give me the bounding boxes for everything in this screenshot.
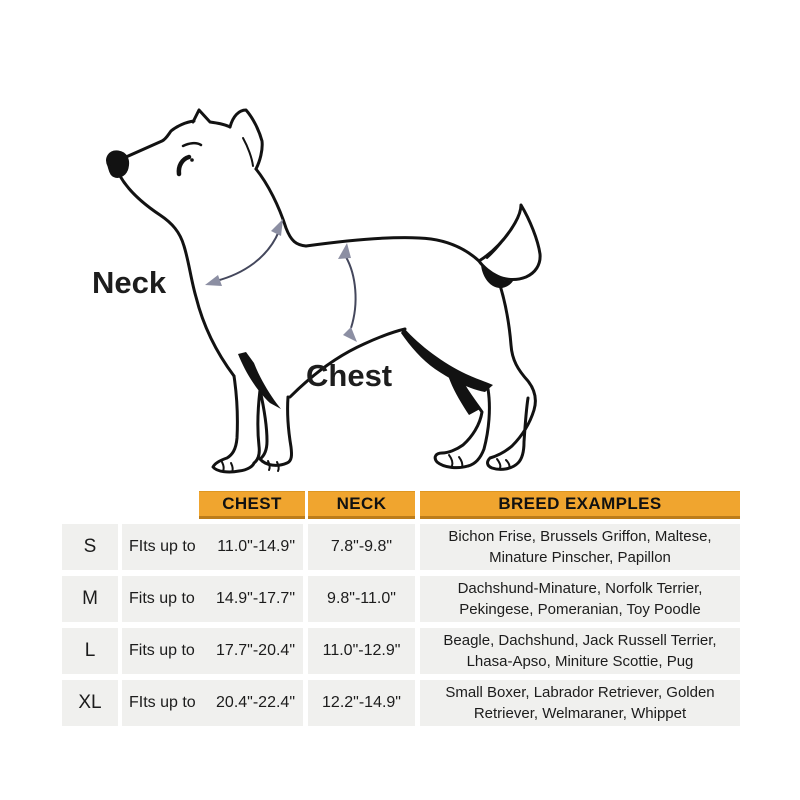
- chest-measure-arrow: [338, 243, 357, 342]
- arrowhead-icon: [271, 219, 283, 236]
- fits-label: FIts up to: [129, 538, 196, 555]
- neck-range: 9.8"-11.0": [308, 576, 415, 622]
- dog-ear-far: [193, 110, 230, 127]
- neck-range: 12.2"-14.9": [308, 680, 415, 726]
- dog-tail: [479, 205, 540, 280]
- fits-label: Fits up to: [129, 590, 195, 607]
- table-row: [62, 680, 740, 726]
- breed-examples: Beagle, Dachshund, Jack Russell Terrier, Lhasa-Apso, Miniture Scottie, Pug: [420, 628, 740, 674]
- chest-fit-cell: [122, 524, 303, 570]
- chest-fit-cell: [122, 628, 303, 674]
- neck-range: 11.0"-12.9": [308, 628, 415, 674]
- neck-measure-arrow: [205, 219, 283, 286]
- dog-ear-near: [230, 110, 262, 169]
- column-header-neck: NECK: [308, 491, 415, 519]
- neck-range: 7.8"-9.8": [308, 524, 415, 570]
- chest-range: 14.9"-17.7": [216, 590, 295, 607]
- chest-range: 17.7"-20.4": [216, 642, 295, 659]
- chest-range: 20.4"-22.4": [216, 694, 295, 711]
- size-cell: L: [62, 628, 118, 674]
- size-cell: XL: [62, 680, 118, 726]
- size-cell: M: [62, 576, 118, 622]
- chest-range: 11.0"-14.9": [217, 538, 295, 555]
- fits-label: FIts up to: [129, 694, 196, 711]
- chest-fit-cell: [122, 576, 303, 622]
- table-row: [62, 524, 740, 570]
- column-header-breeds: BREED EXAMPLES: [420, 491, 740, 519]
- chest-fit-cell: [122, 680, 303, 726]
- arrowhead-icon: [338, 243, 351, 259]
- table-row: [62, 576, 740, 622]
- neck-label: Neck: [92, 265, 167, 300]
- arrowhead-icon: [343, 327, 357, 342]
- dog-eyebrow: [183, 143, 201, 146]
- dog-eye: [179, 157, 189, 174]
- fits-label: Fits up to: [129, 642, 195, 659]
- table-row: [62, 628, 740, 674]
- dog-outline: [108, 110, 541, 472]
- breed-examples: Dachshund-Minature, Norfolk Terrier, Pekingese, Pomeranian, Toy Poodle: [420, 576, 740, 622]
- chest-label: Chest: [306, 358, 393, 393]
- breed-examples: Bichon Frise, Brussels Griffon, Maltese, Minature Pinscher, Papillon: [420, 524, 740, 570]
- breed-examples: Small Boxer, Labrador Retriever, Golden Retriever, Welmaraner, Whippet: [420, 680, 740, 726]
- dog-nose: [108, 152, 128, 177]
- column-header-chest: CHEST: [199, 491, 305, 519]
- size-cell: S: [62, 524, 118, 570]
- arrowhead-icon: [205, 275, 222, 286]
- size-table: [62, 491, 740, 726]
